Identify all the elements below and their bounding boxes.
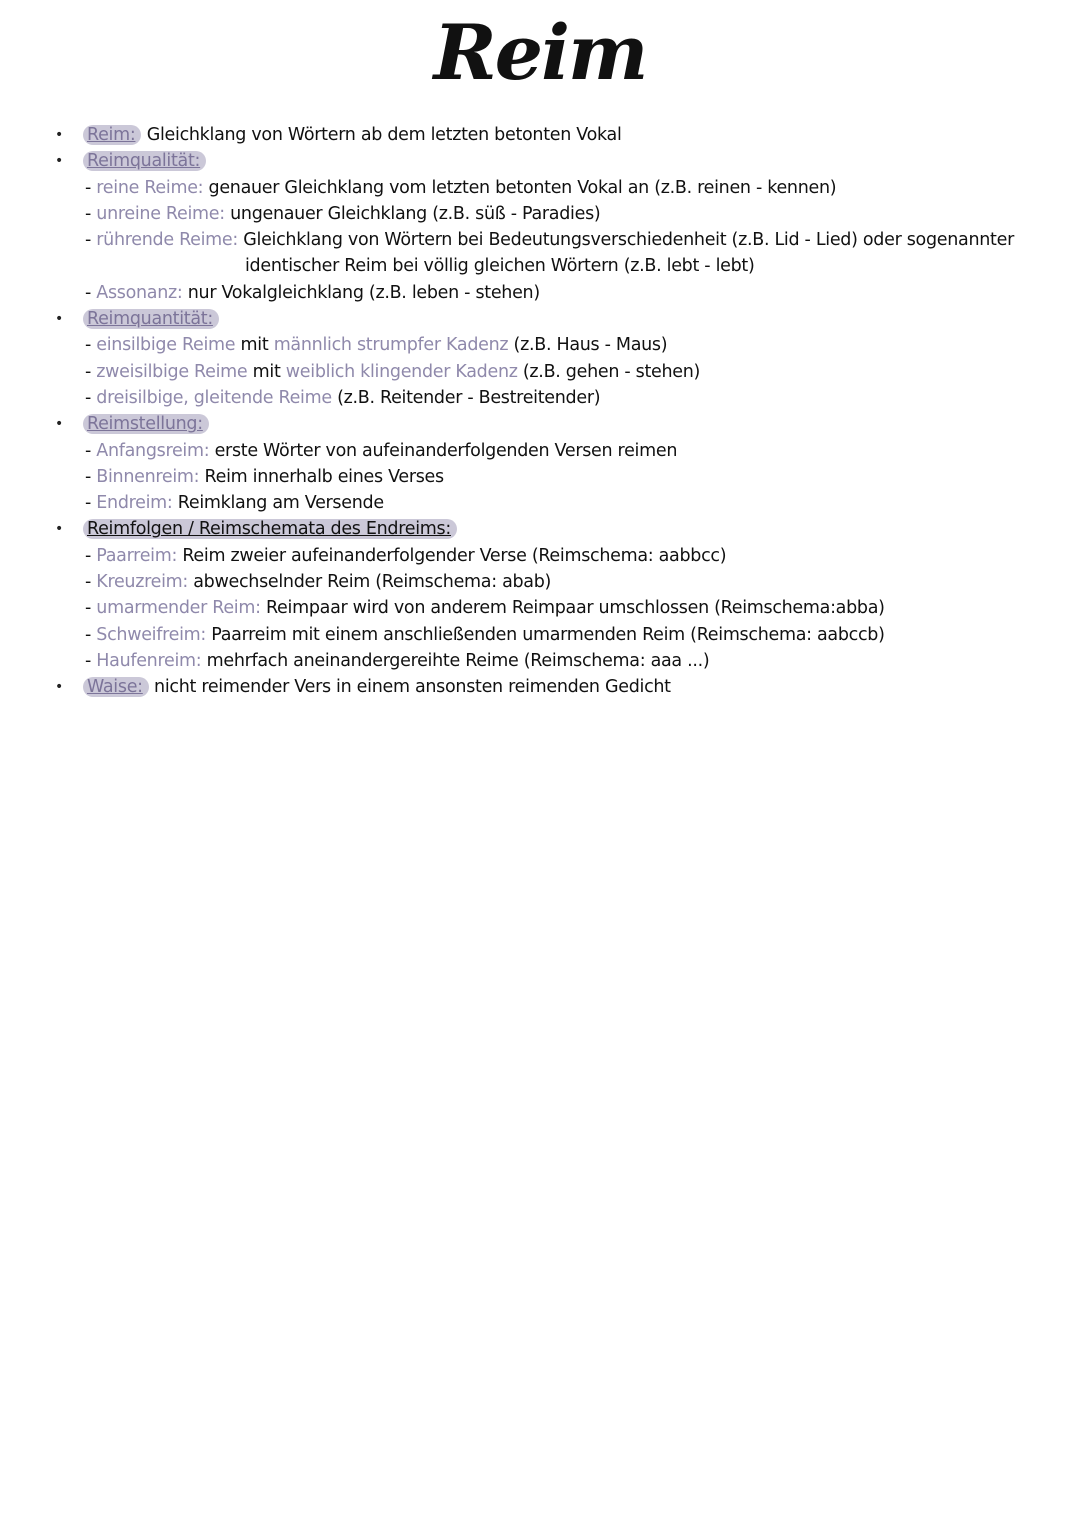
list-item xyxy=(55,385,1055,411)
section-heading xyxy=(83,414,209,434)
section-heading-row xyxy=(55,122,1055,148)
definition-text: ungenauer Gleichklang (z.B. süß - Paradies) xyxy=(224,203,601,224)
dash: - xyxy=(85,177,97,198)
highlighted-term: Reimfolgen / Reimschemata des Endreims: xyxy=(83,519,457,539)
bullet-icon: • xyxy=(55,127,63,143)
term: zweisilbige Reime xyxy=(96,361,248,382)
section-heading xyxy=(83,151,206,171)
list-item xyxy=(55,253,1055,279)
highlighted-term: Reimquantität: xyxy=(83,309,219,329)
term: Haufenreim: xyxy=(96,650,202,671)
list-item xyxy=(55,227,1055,253)
bullet-icon: • xyxy=(55,153,63,170)
definition-text: Reim innerhalb eines Verses xyxy=(199,466,444,487)
dash: - xyxy=(85,230,97,251)
term: Kreuzreim: xyxy=(96,572,188,593)
list-item xyxy=(55,280,1055,306)
term: Schweifreim: xyxy=(96,624,206,645)
list-item xyxy=(55,569,1055,595)
bullet-icon: • xyxy=(55,679,63,696)
term: Paarreim: xyxy=(96,545,178,566)
section-heading xyxy=(83,125,622,145)
list-item xyxy=(55,648,1055,674)
list-item xyxy=(55,595,1055,621)
item-content xyxy=(85,467,444,487)
definition-text: mehrfach aneinandergereihte Reime (Reimschema: aaa ...) xyxy=(201,650,710,671)
definition-text: nicht reimender Vers in einem ansonsten reimenden Gedicht xyxy=(148,677,671,698)
item-content xyxy=(85,362,700,382)
item-content xyxy=(85,204,600,224)
definition-text: Gleichklang von Wörtern ab dem letzten betonten Vokal xyxy=(141,125,622,145)
section-heading xyxy=(83,519,457,539)
dash: - xyxy=(85,598,97,619)
list-item xyxy=(55,332,1055,358)
definition-text: Reim zweier aufeinanderfolgender Verse (Reimschema: aabbcc) xyxy=(177,545,727,566)
term: weiblich klingender Kadenz xyxy=(285,361,518,382)
list-item xyxy=(55,490,1055,516)
item-content xyxy=(85,178,836,198)
dash: - xyxy=(85,282,97,303)
highlighted-term: Waise: xyxy=(83,677,149,697)
item-content xyxy=(85,335,667,355)
list-item xyxy=(55,464,1055,490)
definition-text: (z.B. gehen - stehen) xyxy=(517,361,701,382)
definition-text: Paarreim mit einem anschließenden umarmenden Reim (Reimschema: aabccb) xyxy=(206,624,885,645)
term: einsilbige Reime xyxy=(96,335,236,356)
term: dreisilbige, gleitende Reime xyxy=(96,387,332,408)
section-heading-row xyxy=(55,148,1055,174)
definition-text: (z.B. Reitender - Bestreitender) xyxy=(331,387,601,408)
item-content xyxy=(85,651,709,671)
item-content xyxy=(85,546,726,566)
definition-text: (z.B. Haus - Maus) xyxy=(508,335,668,356)
term: Assonanz: xyxy=(96,282,183,303)
highlighted-term: Reim: xyxy=(83,125,141,145)
dash: - xyxy=(85,387,97,408)
dash: - xyxy=(85,361,97,382)
item-content xyxy=(85,572,551,592)
bullet-icon: • xyxy=(55,416,63,433)
bullet-icon: • xyxy=(55,521,63,538)
dash: - xyxy=(85,466,97,487)
term: unreine Reime: xyxy=(96,203,225,224)
term: Endreim: xyxy=(96,493,173,514)
term: männlich strumpfer Kadenz xyxy=(273,335,509,356)
definition-text: erste Wörter von aufeinanderfolgenden Versen reimen xyxy=(209,440,678,461)
definition-text: Gleichklang von Wörtern bei Bedeutungsverschiedenheit (z.B. Lid - Lied) oder sogenannter xyxy=(237,230,1014,251)
dash: - xyxy=(85,545,97,566)
bullet-icon: • xyxy=(55,311,63,328)
item-content xyxy=(85,283,540,303)
definition-text: Reimpaar wird von anderem Reimpaar umschlossen (Reimschema:abba) xyxy=(260,598,885,619)
item-content xyxy=(85,493,384,513)
item-content xyxy=(85,625,885,645)
item-content xyxy=(85,598,885,618)
dash: - xyxy=(85,203,97,224)
section-heading-row xyxy=(55,411,1055,437)
term: reine Reime: xyxy=(96,177,204,198)
dash: - xyxy=(85,624,97,645)
item-content xyxy=(85,441,677,461)
rhyme-notes-list xyxy=(55,122,1055,701)
page-title: Reim xyxy=(433,8,647,97)
continuation-text: identischer Reim bei völlig gleichen Wörtern (z.B. lebt - lebt) xyxy=(245,256,755,277)
section-heading-row xyxy=(55,306,1055,332)
dash: - xyxy=(85,335,97,356)
list-item xyxy=(55,543,1055,569)
list-item xyxy=(55,438,1055,464)
item-content xyxy=(85,388,600,408)
definition-text: mit xyxy=(235,335,274,356)
term: Anfangsreim: xyxy=(96,440,210,461)
list-item xyxy=(55,359,1055,385)
list-item xyxy=(55,201,1055,227)
section-heading-row xyxy=(55,516,1055,542)
section-heading xyxy=(83,309,219,329)
item-content xyxy=(85,230,1014,250)
definition-text: Reimklang am Versende xyxy=(172,493,384,514)
definition-text: nur Vokalgleichklang (z.B. leben - stehen) xyxy=(182,282,540,303)
term: rührende Reime: xyxy=(96,230,238,251)
definition-text: mit xyxy=(247,361,286,382)
section-heading xyxy=(83,677,671,697)
definition-text: abwechselnder Reim (Reimschema: abab) xyxy=(188,572,552,593)
dash: - xyxy=(85,650,97,671)
list-item xyxy=(55,175,1055,201)
term: umarmender Reim: xyxy=(96,598,261,619)
dash: - xyxy=(85,493,97,514)
list-item xyxy=(55,622,1055,648)
term: Binnenreim: xyxy=(96,466,200,487)
dash: - xyxy=(85,572,97,593)
highlighted-term: Reimstellung: xyxy=(83,414,209,434)
highlighted-term: Reimqualität: xyxy=(83,151,206,171)
definition-text: genauer Gleichklang vom letzten betonten Vokal an (z.B. reinen - kennen) xyxy=(203,177,837,198)
section-heading-row xyxy=(55,674,1055,700)
dash: - xyxy=(85,440,97,461)
